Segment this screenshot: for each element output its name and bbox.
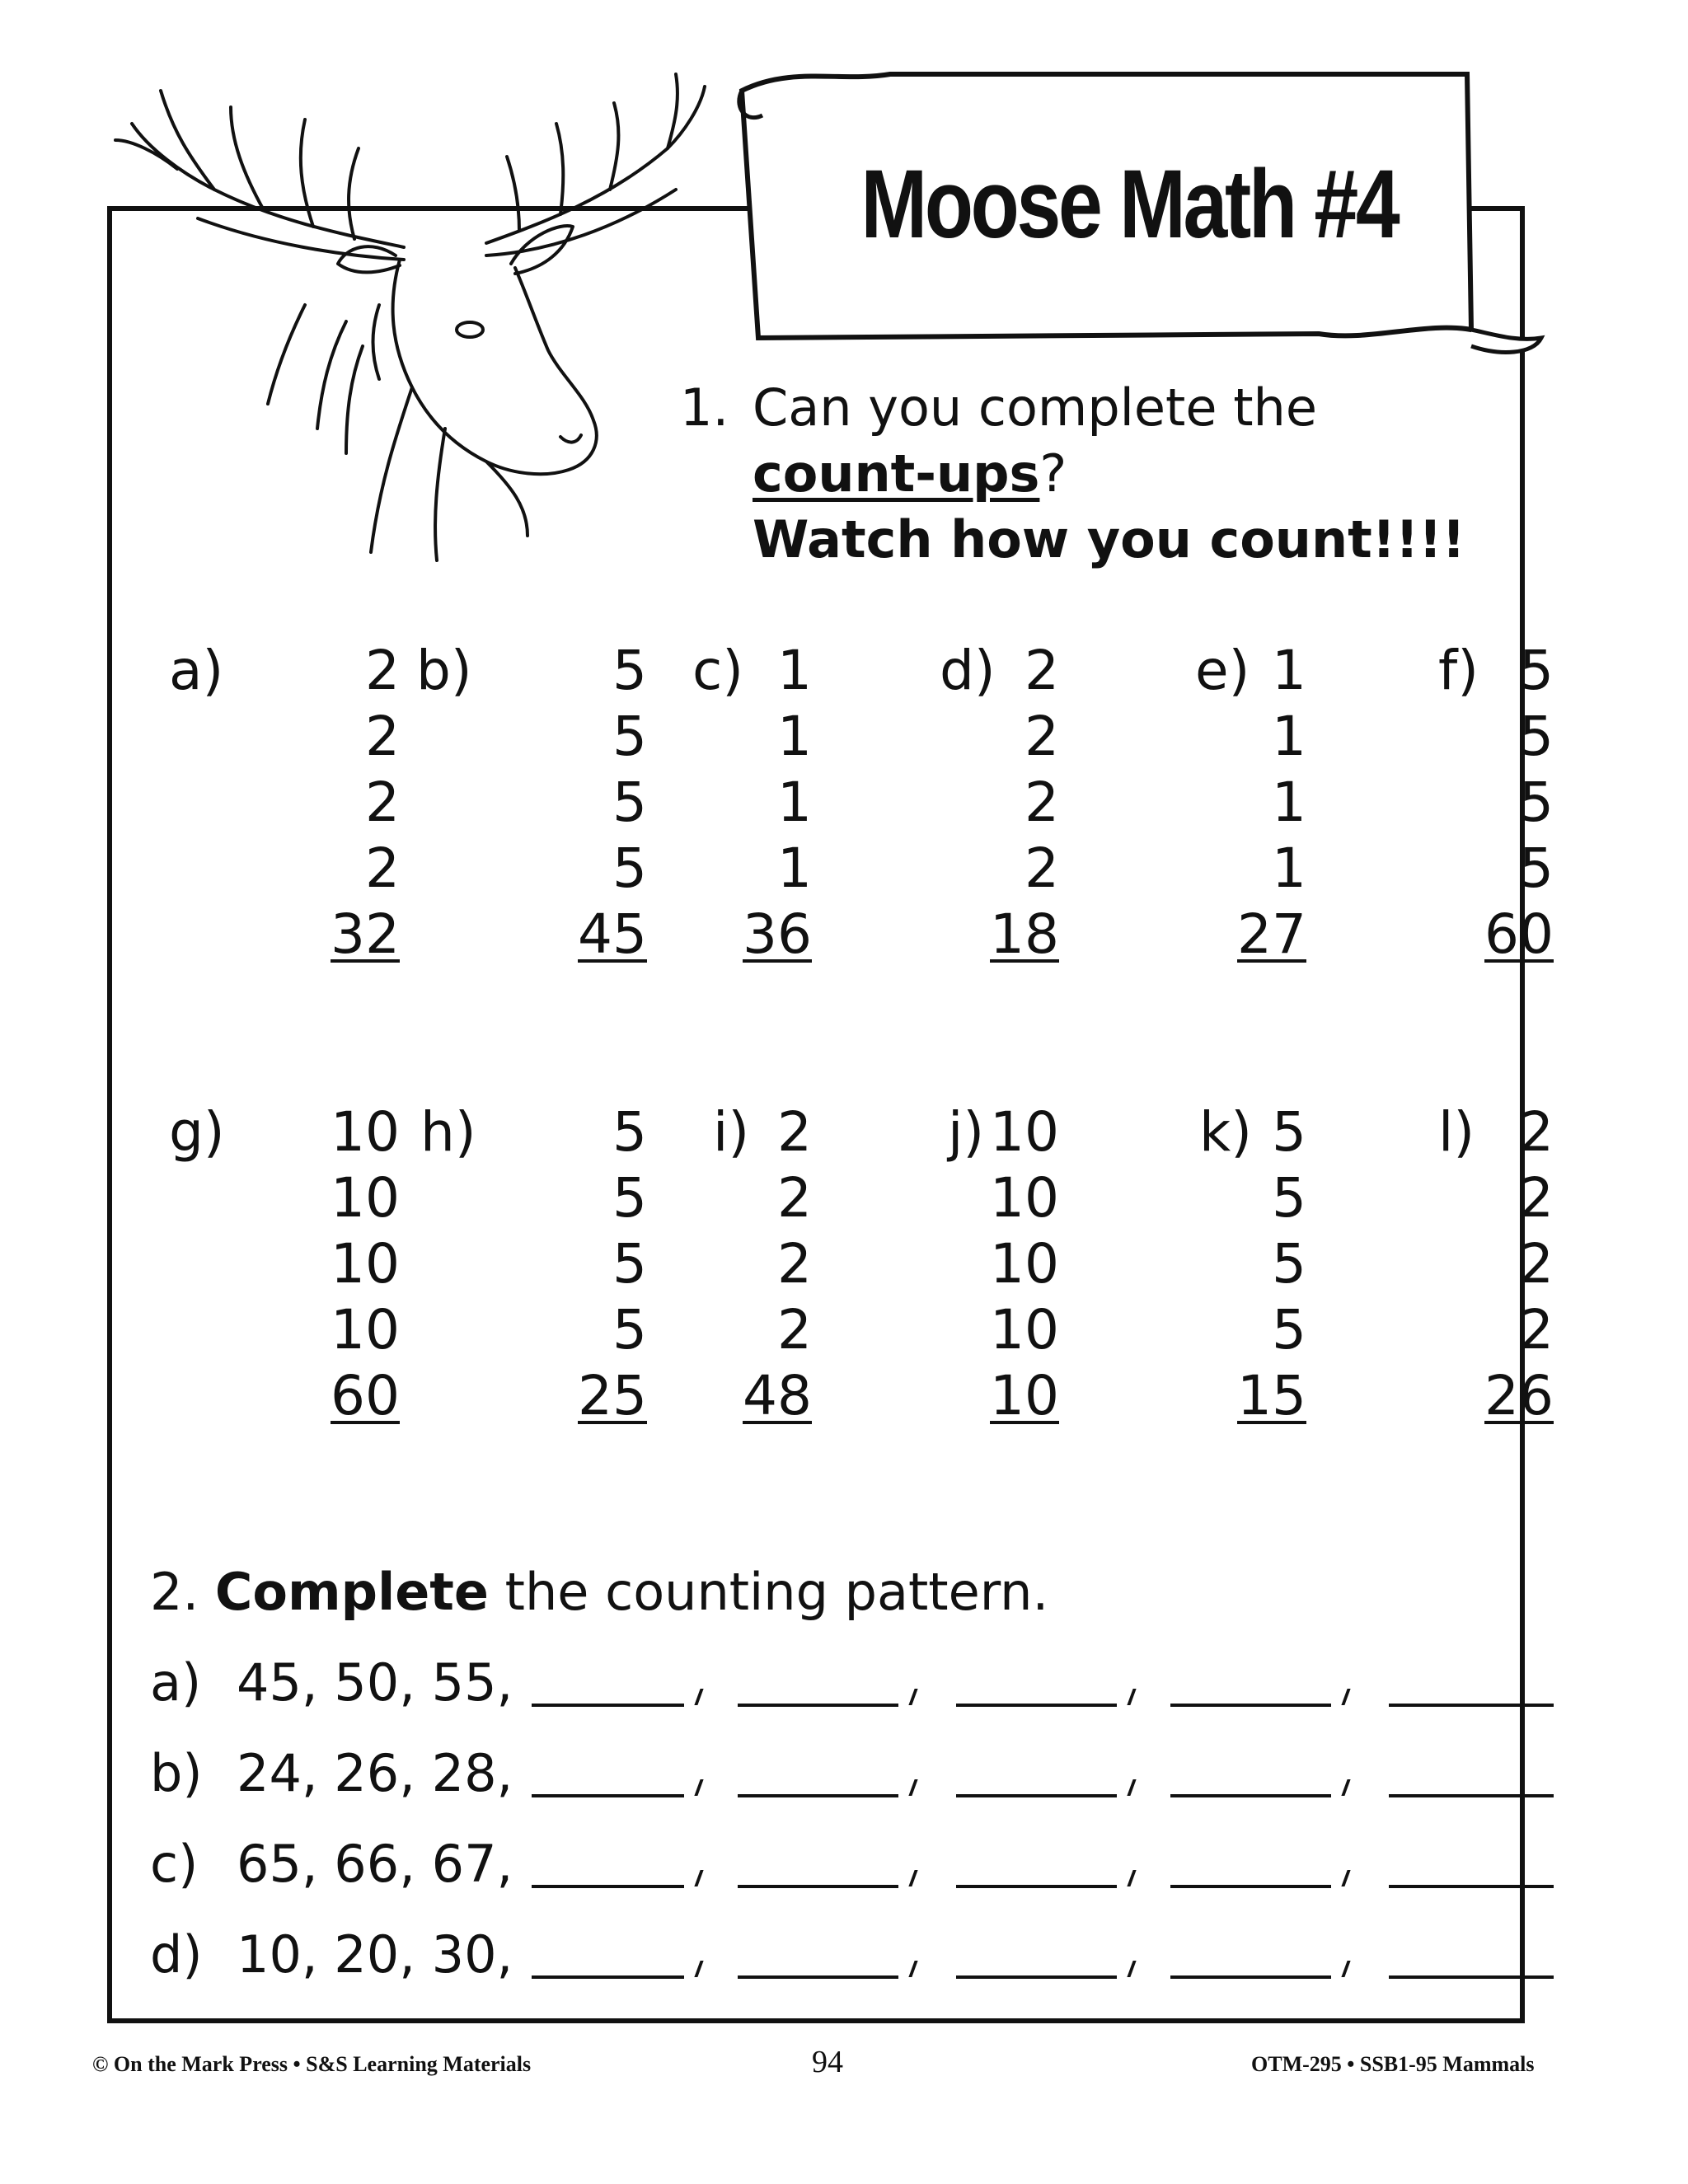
addend: 5 <box>612 1166 647 1230</box>
addend: 2 <box>777 1100 812 1164</box>
answer-blank[interactable] <box>532 1704 684 1707</box>
footer-publisher: © On the Mark Press • S&S Learning Materials <box>92 2052 532 2076</box>
pattern-label: b) <box>150 1743 203 1803</box>
pattern-sequence: 65, 66, 67, <box>237 1834 513 1894</box>
answer-blank[interactable] <box>738 1794 898 1797</box>
answer-blank[interactable] <box>956 1794 1117 1797</box>
answer-blank[interactable] <box>738 1704 898 1707</box>
answer: 60 <box>1484 902 1554 966</box>
problem-g <box>152 1100 400 1430</box>
problem-i <box>565 1100 812 1430</box>
answer-blank[interactable] <box>956 1704 1117 1707</box>
problem-label: a) <box>169 639 224 702</box>
problem-label: c) <box>692 639 744 702</box>
addend: 10 <box>990 1232 1059 1296</box>
problem-label: b) <box>416 639 472 702</box>
problem-e <box>1059 639 1306 968</box>
addend: 10 <box>331 1100 400 1164</box>
answer-blank[interactable] <box>1170 1975 1331 1979</box>
question-1-number: 1. <box>680 377 729 438</box>
answer: 27 <box>1237 902 1306 966</box>
addend: 1 <box>777 771 812 834</box>
addend: 2 <box>1519 1232 1554 1296</box>
answer: 25 <box>578 1364 647 1427</box>
question-1-line-2 <box>753 441 1067 507</box>
addend: 1 <box>1272 771 1306 834</box>
addend: 5 <box>1519 705 1554 768</box>
answer-blank[interactable] <box>738 1975 898 1979</box>
problem-c <box>565 639 812 968</box>
addend: 2 <box>1025 771 1059 834</box>
answer-blank[interactable] <box>738 1885 898 1888</box>
question-2-text: the counting pattern. <box>504 1562 1049 1622</box>
answer-blank[interactable] <box>1389 1975 1554 1979</box>
question-2 <box>150 1562 1048 1622</box>
addend: 5 <box>612 1298 647 1361</box>
pattern-label: c) <box>150 1834 199 1894</box>
problem-label: l) <box>1438 1100 1475 1164</box>
addend: 10 <box>331 1166 400 1230</box>
answer-blank[interactable] <box>532 1794 684 1797</box>
addend: 1 <box>777 837 812 900</box>
addend: 1 <box>1272 705 1306 768</box>
answer: 32 <box>331 902 400 966</box>
problem-label: i) <box>713 1100 750 1164</box>
addend: 1 <box>777 705 812 768</box>
addend: 1 <box>777 639 812 702</box>
answer-blank[interactable] <box>532 1885 684 1888</box>
addend: 10 <box>990 1298 1059 1361</box>
addend: 10 <box>990 1166 1059 1230</box>
count-ups-term: count-ups <box>753 443 1040 504</box>
question-2-number: 2. <box>150 1562 199 1622</box>
addend: 5 <box>612 1100 647 1164</box>
answer-blank[interactable] <box>1170 1704 1331 1707</box>
answer-blank[interactable] <box>532 1975 684 1979</box>
addend: 5 <box>612 639 647 702</box>
addend: 1 <box>1272 837 1306 900</box>
answer-blank[interactable] <box>1389 1794 1554 1797</box>
addend: 5 <box>1272 1232 1306 1296</box>
addend: 10 <box>331 1232 400 1296</box>
problem-a <box>152 639 400 968</box>
question-1-line-1: Can you complete the <box>753 377 1317 438</box>
answer: 45 <box>578 902 647 966</box>
answer-blank[interactable] <box>1170 1885 1331 1888</box>
addend: 2 <box>777 1298 812 1361</box>
answer-blank[interactable] <box>1170 1794 1331 1797</box>
addend: 2 <box>1519 1166 1554 1230</box>
answer-blank[interactable] <box>1389 1885 1554 1888</box>
addend: 2 <box>365 639 400 702</box>
question-2-bold: Complete <box>214 1562 489 1622</box>
addend: 2 <box>1025 639 1059 702</box>
pattern-sequence: 24, 26, 28, <box>237 1743 513 1803</box>
addend: 1 <box>1272 639 1306 702</box>
pattern-sequence: 45, 50, 55, <box>237 1652 513 1713</box>
answer: 48 <box>743 1364 812 1427</box>
problem-label: h) <box>420 1100 476 1164</box>
addend: 5 <box>1519 639 1554 702</box>
answer: 60 <box>331 1364 400 1427</box>
addend: 5 <box>612 705 647 768</box>
problem-f <box>1306 639 1554 968</box>
pattern-sequence: 10, 20, 30, <box>237 1924 513 1985</box>
addend: 5 <box>1272 1298 1306 1361</box>
problem-j <box>812 1100 1059 1430</box>
answer-blank[interactable] <box>1389 1704 1554 1707</box>
answer: 26 <box>1484 1364 1554 1427</box>
addend: 5 <box>612 837 647 900</box>
addend: 5 <box>1272 1100 1306 1164</box>
problem-d <box>812 639 1059 968</box>
answer-blank[interactable] <box>956 1975 1117 1979</box>
problem-label: f) <box>1438 639 1479 702</box>
addend: 5 <box>1519 837 1554 900</box>
problem-label: e) <box>1195 639 1250 702</box>
addend: 5 <box>612 771 647 834</box>
addend: 2 <box>1519 1100 1554 1164</box>
addend: 2 <box>1025 837 1059 900</box>
addend: 5 <box>1272 1166 1306 1230</box>
answer: 10 <box>990 1364 1059 1427</box>
addend: 2 <box>777 1232 812 1296</box>
answer: 36 <box>743 902 812 966</box>
answer: 15 <box>1237 1364 1306 1427</box>
addend: 2 <box>365 705 400 768</box>
addend: 2 <box>365 837 400 900</box>
addend: 10 <box>990 1100 1059 1164</box>
addend: 2 <box>777 1166 812 1230</box>
answer: 18 <box>990 902 1059 966</box>
question-mark: ? <box>1039 443 1067 504</box>
problem-label: g) <box>169 1100 225 1164</box>
addend: 2 <box>1025 705 1059 768</box>
pattern-label: a) <box>150 1652 202 1713</box>
addend: 5 <box>1519 771 1554 834</box>
pattern-label: d) <box>150 1924 203 1985</box>
addend: 2 <box>365 771 400 834</box>
problem-label: j) <box>948 1100 985 1164</box>
addend: 5 <box>612 1232 647 1296</box>
page-number: 94 <box>812 2045 843 2079</box>
problem-k <box>1059 1100 1306 1430</box>
addend: 2 <box>1519 1298 1554 1361</box>
page-title: Moose Math #4 <box>860 150 1398 259</box>
question-1-line-3: Watch how you count!!!! <box>753 509 1465 569</box>
problem-label: k) <box>1199 1100 1252 1164</box>
addend: 10 <box>331 1298 400 1361</box>
footer-code: OTM-295 • SSB1-95 Mammals <box>1251 2052 1535 2076</box>
problem-label: d) <box>940 639 996 702</box>
problem-l <box>1306 1100 1554 1430</box>
answer-blank[interactable] <box>956 1885 1117 1888</box>
